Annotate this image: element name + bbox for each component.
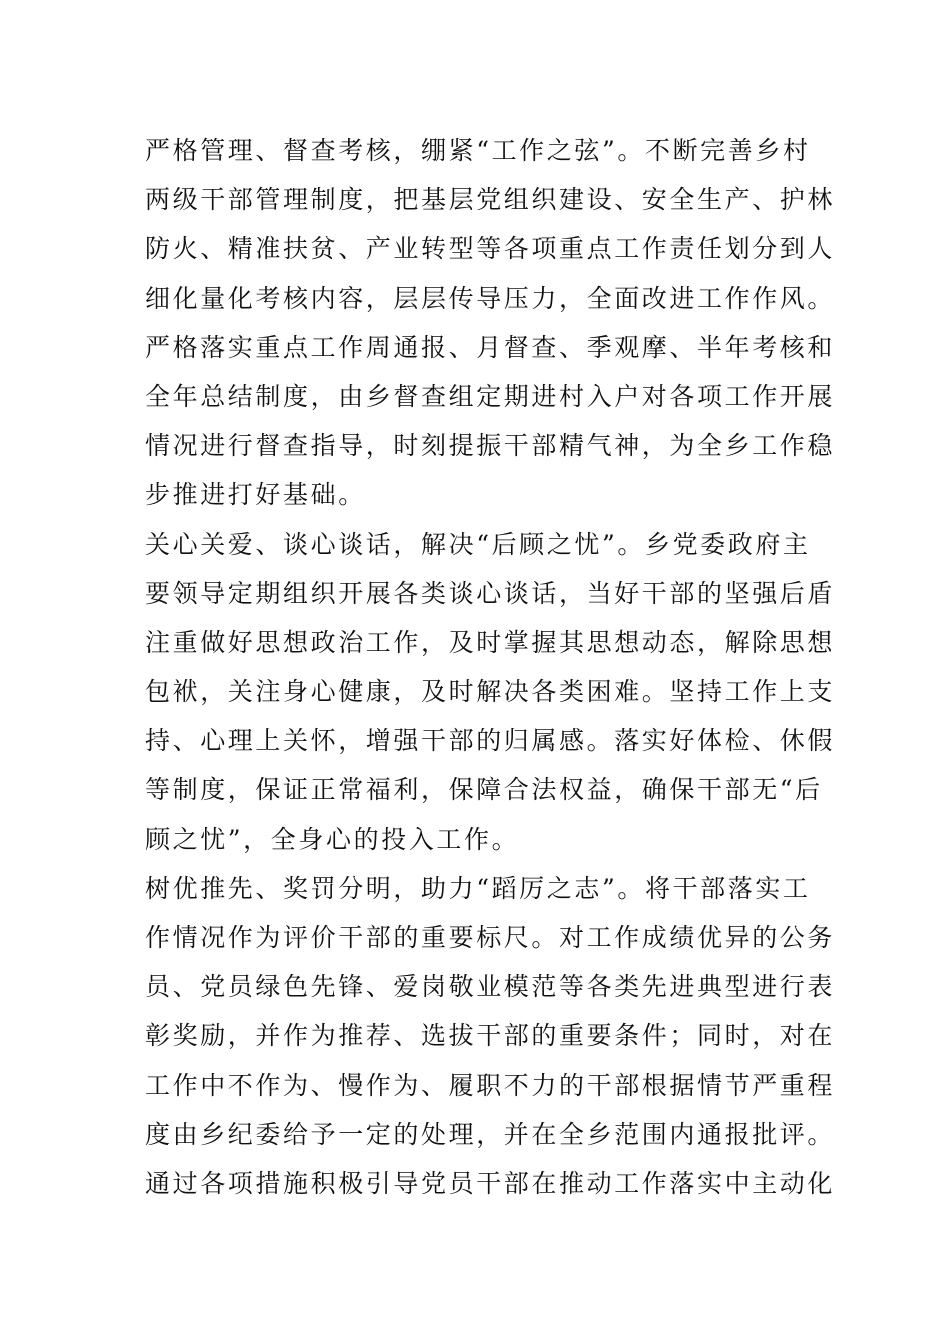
text-line: 工作中不作为、慢作为、履职不力的干部根据情节严重程 — [145, 1070, 836, 1100]
text-line: 包袱，关注身心健康，及时解决各类困难。坚持工作上支 — [145, 677, 836, 707]
text-line: 作情况作为评价干部的重要标尺。对工作成绩优异的公务 — [145, 923, 836, 952]
text-line: 严格管理、督查考核，绷紧“工作之弦”。不断完善乡村 — [145, 136, 811, 165]
text-line: 彰奖励，并作为推荐、选拔干部的重要条件；同时，对在 — [145, 1021, 836, 1051]
text-line: 细化量化考核内容，层层传导压力，全面改进工作作风。 — [145, 283, 836, 313]
text-line: 两级干部管理制度，把基层党组织建设、安全生产、护林 — [145, 185, 836, 215]
text-line: 严格落实重点工作周通报、月督查、季观摩、半年考核和 — [145, 332, 836, 362]
text-line: 顾之忧”，全身心的投入工作。 — [145, 824, 520, 854]
text-line: 步推进打好基础。 — [145, 480, 366, 510]
text-line: 关心关爱、谈心谈话，解决“后顾之忧”。乡党委政府主 — [145, 529, 811, 559]
text-line: 通过各项措施积极引导党员干部在推动工作落实中主动化 — [145, 1168, 836, 1198]
text-line: 树优推先、奖罚分明，助力“蹈厉之志”。将干部落实工 — [145, 873, 811, 903]
text-line: 度由乡纪委给予一定的处理，并在全乡范围内通报批评。 — [145, 1119, 836, 1149]
text-line: 员、党员绿色先锋、爱岗敬业模范等各类先进典型进行表 — [145, 972, 836, 1002]
body-text — [145, 126, 836, 1208]
text-line: 持、心理上关怀，增强干部的归属感。落实好体检、休假 — [145, 726, 836, 756]
text-line: 等制度，保证正常福利，保障合法权益，确保干部无“后 — [145, 775, 823, 805]
text-line: 注重做好思想政治工作，及时掌握其思想动态，解除思想 — [145, 627, 836, 657]
text-line: 全年总结制度，由乡督查组定期进村入户对各项工作开展 — [145, 381, 836, 411]
text-line: 要领导定期组织开展各类谈心谈话，当好干部的坚强后盾 — [145, 578, 836, 608]
text-line: 情况进行督查指导，时刻提振干部精气神，为全乡工作稳 — [145, 431, 836, 461]
text-line: 防火、精准扶贫、产业转型等各项重点工作责任划分到人 — [145, 234, 836, 264]
